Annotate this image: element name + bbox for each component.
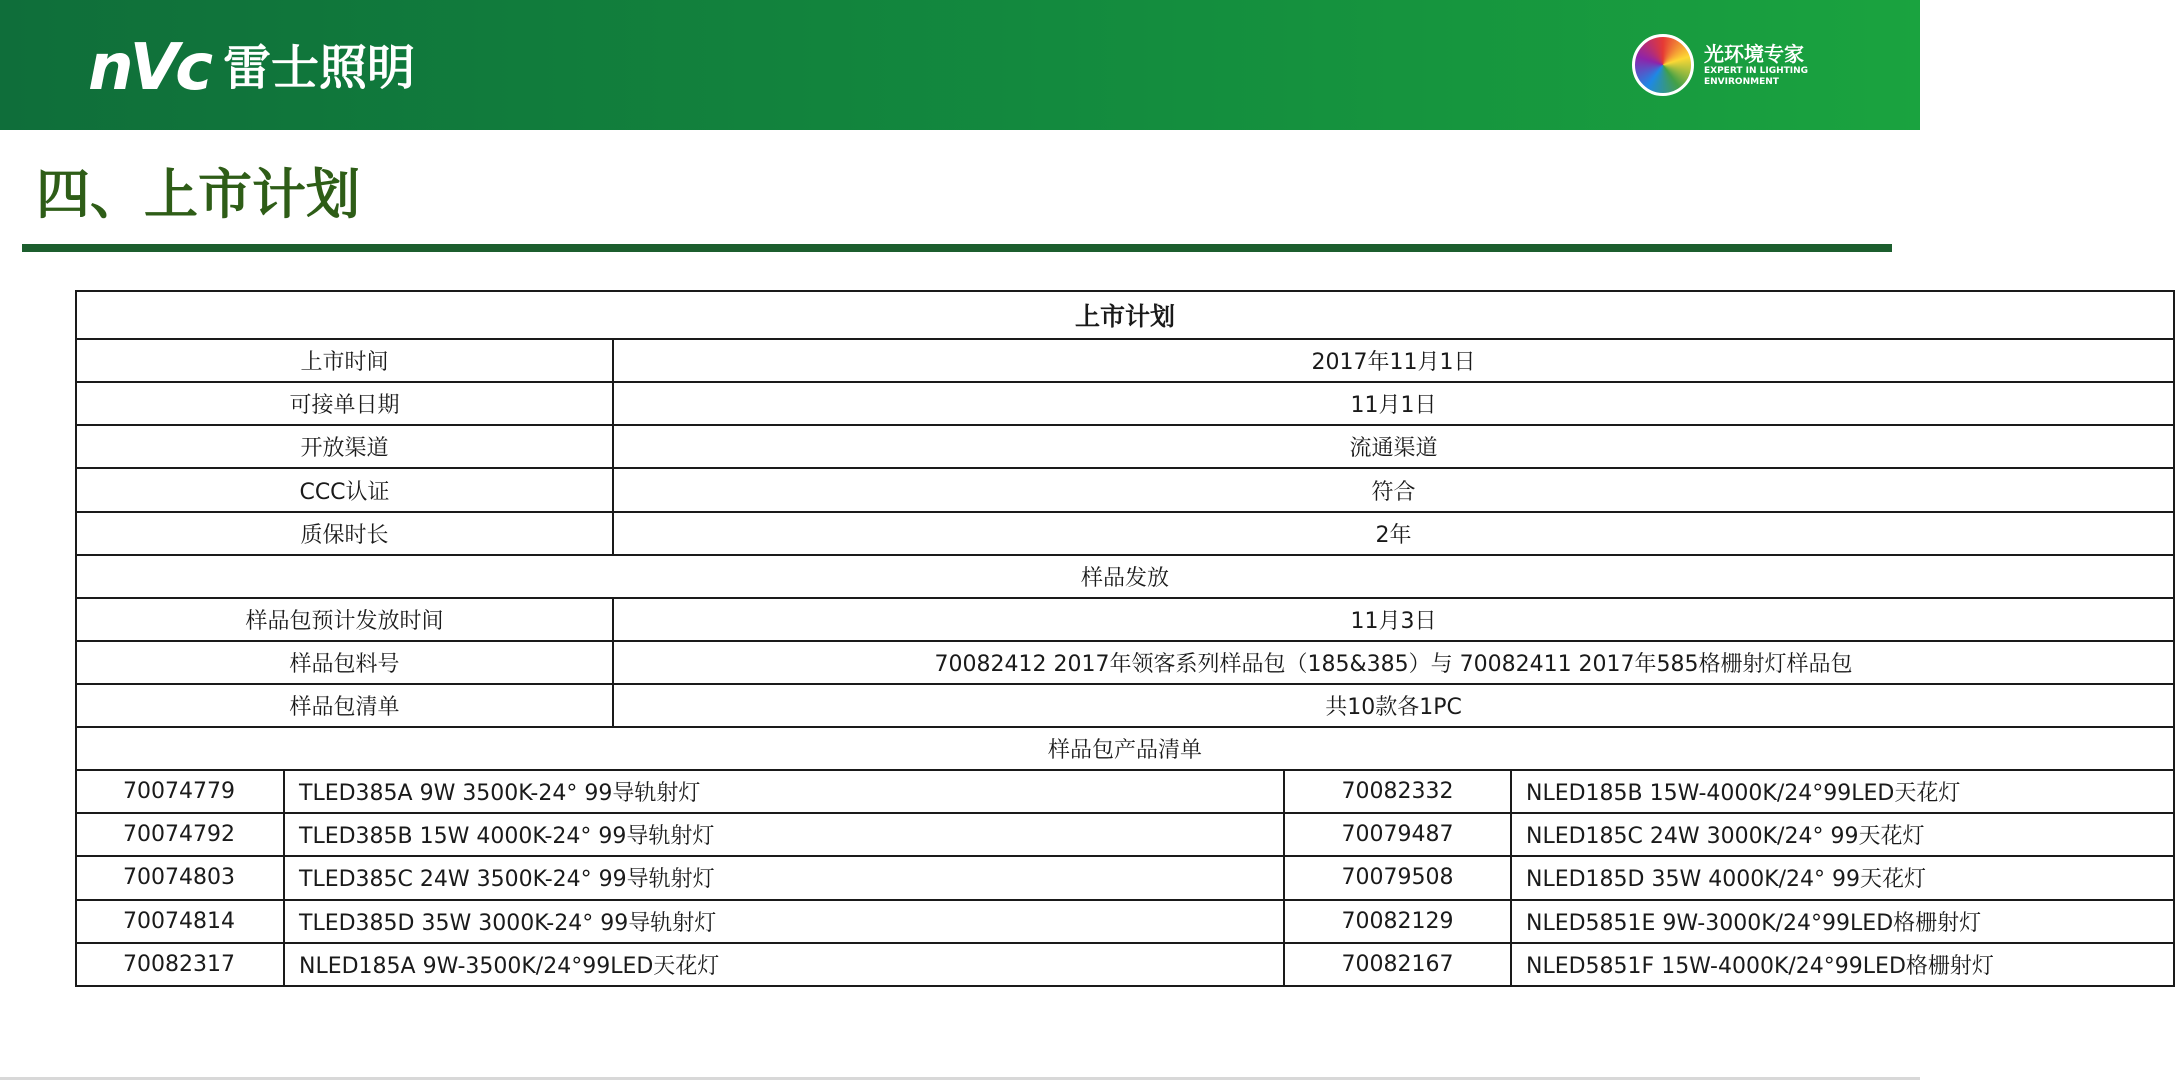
product-name: NLED185D 35W 4000K/24° 99天花灯 (1511, 856, 2174, 899)
row-value: 70082412 2017年领客系列样品包（185&385）与 70082411 2017年585格栅射灯样品包 (613, 641, 2174, 684)
product-row (76, 770, 2174, 813)
tagline-en: EXPERT IN LIGHTING ENVIRONMENT (1704, 66, 1809, 87)
product-code: 70074779 (76, 770, 284, 813)
row-value: 2年 (613, 512, 2174, 555)
brand-logo (88, 31, 416, 105)
table-row (76, 382, 2174, 425)
product-name: TLED385A 9W 3500K-24° 99导轨射灯 (284, 770, 1284, 813)
row-label: 上市时间 (76, 339, 613, 382)
page-title: 四、上市计划 (36, 163, 360, 226)
row-label: 可接单日期 (76, 382, 613, 425)
product-code: 70074792 (76, 813, 284, 856)
section-title-products: 样品包产品清单 (76, 727, 2174, 770)
row-value: 流通渠道 (613, 425, 2174, 468)
table-row (76, 425, 2174, 468)
row-label: 样品包预计发放时间 (76, 598, 613, 641)
product-name: NLED185C 24W 3000K/24° 99天花灯 (1511, 813, 2174, 856)
row-label: 质保时长 (76, 512, 613, 555)
product-row (76, 813, 2174, 856)
launch-plan-table (75, 290, 2175, 987)
product-name: TLED385C 24W 3500K-24° 99导轨射灯 (284, 856, 1284, 899)
product-code: 70079487 (1284, 813, 1511, 856)
section-row (76, 727, 2174, 770)
header-banner (0, 0, 1920, 130)
table-row (76, 641, 2174, 684)
row-value: 共10款各1PC (613, 684, 2174, 727)
product-code: 70074803 (76, 856, 284, 899)
row-value: 符合 (613, 468, 2174, 511)
row-label: 样品包料号 (76, 641, 613, 684)
tagline-cn: 光环境专家 (1704, 42, 1804, 66)
row-value: 11月1日 (613, 382, 2174, 425)
product-code: 70082317 (76, 943, 284, 986)
product-row (76, 943, 2174, 986)
product-code: 70082332 (1284, 770, 1511, 813)
product-name: NLED5851E 9W-3000K/24°99LED格栅射灯 (1511, 900, 2174, 943)
table-row (76, 598, 2174, 641)
row-label: CCC认证 (76, 468, 613, 511)
rainbow-badge-icon (1632, 34, 1694, 96)
table-caption-row (76, 291, 2174, 339)
product-code: 70082167 (1284, 943, 1511, 986)
title-divider (22, 244, 1892, 252)
product-name: NLED185A 9W-3500K/24°99LED天花灯 (284, 943, 1284, 986)
product-code: 70074814 (76, 900, 284, 943)
tagline-text (1704, 42, 1820, 88)
row-label: 开放渠道 (76, 425, 613, 468)
product-name: NLED5851F 15W-4000K/24°99LED格栅射灯 (1511, 943, 2174, 986)
product-code: 70079508 (1284, 856, 1511, 899)
row-label: 样品包清单 (76, 684, 613, 727)
product-name: TLED385D 35W 3000K-24° 99导轨射灯 (284, 900, 1284, 943)
brand-logo-cn: 雷士照明 (223, 40, 416, 96)
brand-logo-latin: nVc (88, 31, 210, 105)
section-row (76, 555, 2174, 598)
product-code: 70082129 (1284, 900, 1511, 943)
section-title-samples: 样品发放 (76, 555, 2174, 598)
table-row (76, 512, 2174, 555)
table-row (76, 684, 2174, 727)
table-caption: 上市计划 (76, 291, 2174, 339)
product-row (76, 856, 2174, 899)
tagline-logo (1632, 34, 1820, 96)
product-name: NLED185B 15W-4000K/24°99LED天花灯 (1511, 770, 2174, 813)
product-row (76, 900, 2174, 943)
row-value: 2017年11月1日 (613, 339, 2174, 382)
table-row (76, 468, 2174, 511)
row-value: 11月3日 (613, 598, 2174, 641)
table-row (76, 339, 2174, 382)
product-name: TLED385B 15W 4000K-24° 99导轨射灯 (284, 813, 1284, 856)
